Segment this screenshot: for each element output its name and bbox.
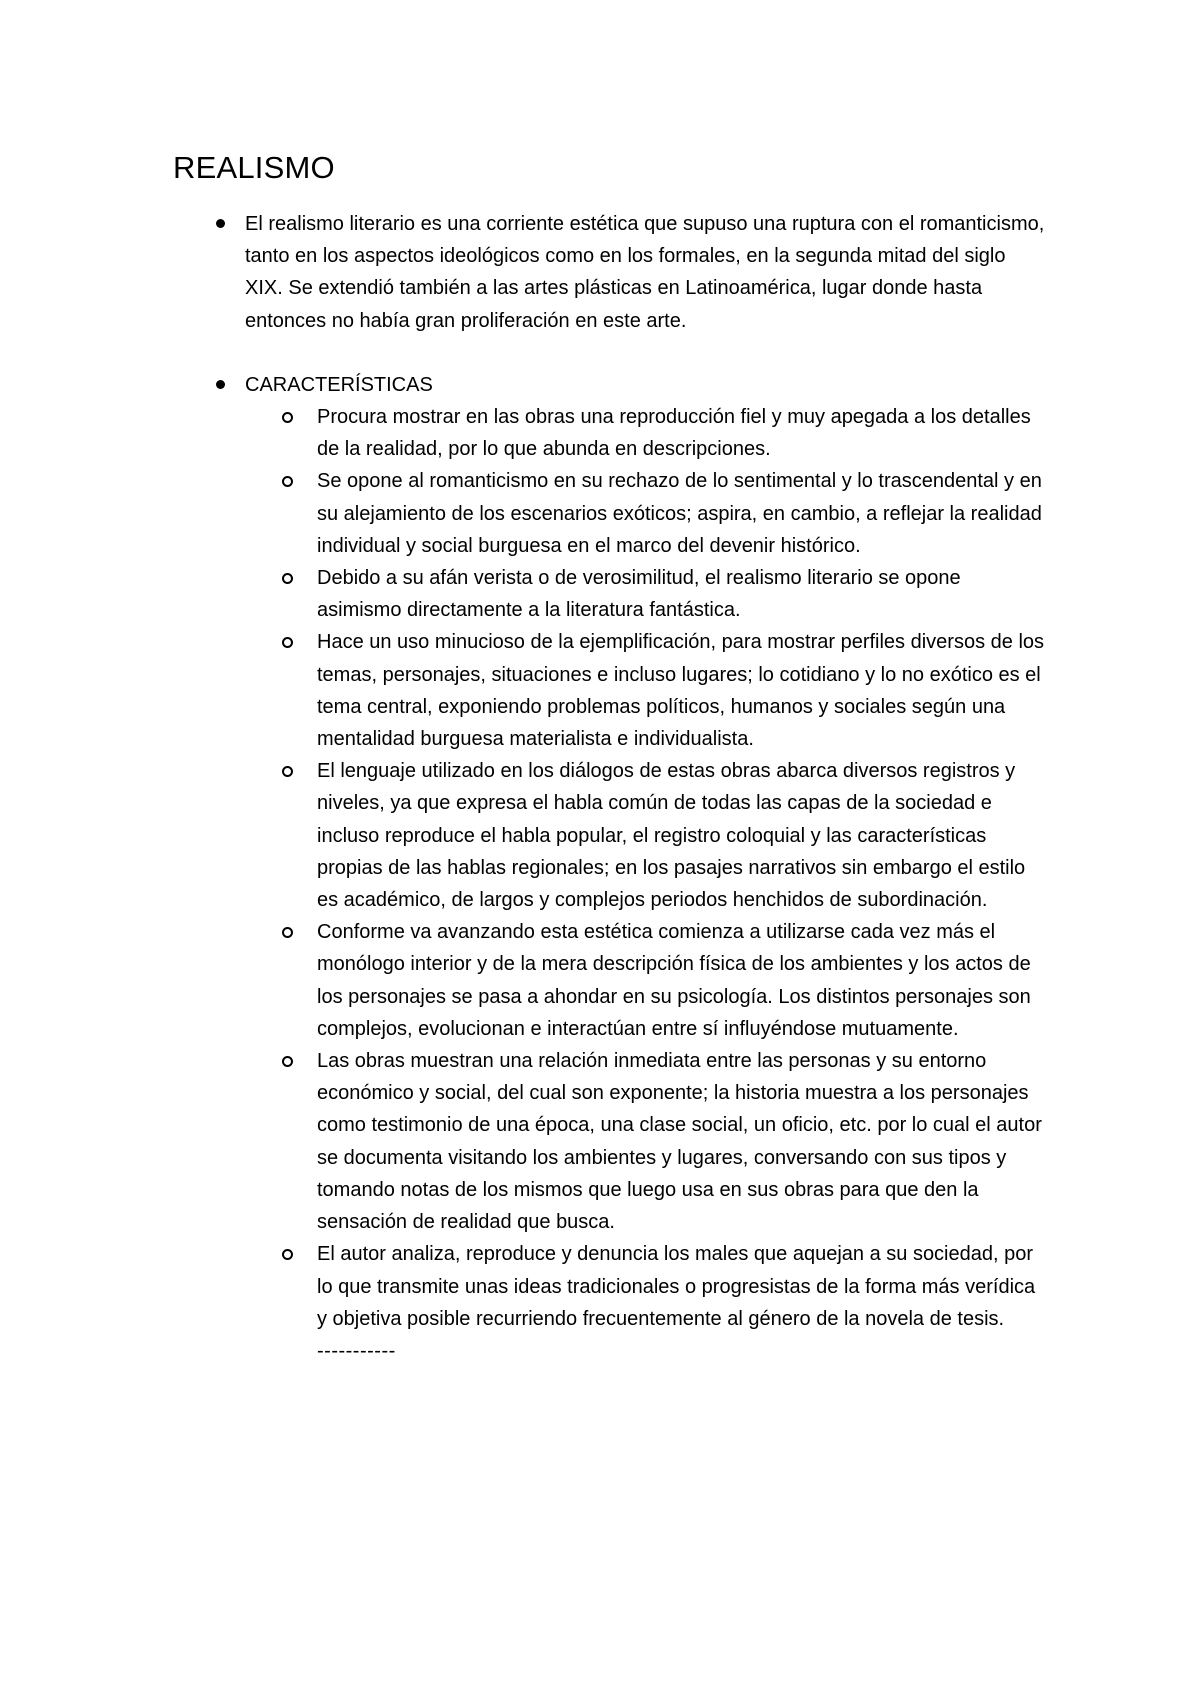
characteristic-text: Debido a su afán verista o de verosimilitud, el realismo literario se opone asimismo directamente a la literatura fantástica. — [317, 567, 961, 622]
characteristic-item — [317, 562, 1045, 626]
intro-list-item — [245, 208, 1045, 337]
bullet-dot-icon — [216, 219, 225, 228]
bullet-ring-icon — [282, 412, 293, 423]
intro-paragraph: El realismo literario es una corriente estética que supuso una ruptura con el romanticismo, tanto en los aspectos ideológicos como en los formales, en la segunda mitad del siglo XIX. Se extendió también a las artes plásticas en Latinoamérica, lugar donde hasta entonces no había gran proliferación en este arte. — [245, 213, 1045, 332]
characteristics-list — [245, 401, 1045, 1367]
characteristic-text: Las obras muestran una relación inmediata entre las personas y su entorno económico y social, del cual son exponente; la historia muestra a los personajes como testimonio de una época, una clase social, un oficio, etc. por lo cual el autor se documenta visitando los ambientes y lugares, conversando con sus tipos y tomando notas de los mismos que luego usa en sus obras para que den la sensación de realidad que busca. — [317, 1050, 1042, 1234]
bullet-ring-icon — [282, 573, 293, 584]
characteristic-item — [317, 465, 1045, 562]
main-bullet-list — [245, 208, 1045, 1367]
characteristic-text: Se opone al romanticismo en su rechazo de lo sentimental y lo trascendental y en su alejamiento de los escenarios exóticos; aspira, en cambio, a reflejar la realidad individual y social burguesa en el marco del devenir histórico. — [317, 470, 1042, 557]
characteristic-item — [317, 1238, 1045, 1367]
bullet-ring-icon — [282, 1249, 293, 1260]
section-heading: CARACTERÍSTICAS — [245, 373, 433, 396]
document-body — [245, 208, 1045, 1367]
characteristic-item — [317, 626, 1045, 755]
characteristic-text: Conforme va avanzando esta estética comienza a utilizarse cada vez más el monólogo interior y de la mera descripción física de los ambientes y los actos de los personajes se pasa a ahondar en su psicología. Los distintos personajes son complejos, evolucionan e interactúan entre sí influyéndose mutuamente. — [317, 921, 1031, 1040]
bullet-dot-icon — [216, 380, 225, 389]
separator-line: ----------- — [317, 1339, 396, 1362]
characteristic-text: Hace un uso minucioso de la ejemplificación, para mostrar perfiles diversos de los temas, personajes, situaciones e incluso lugares; lo cotidiano y lo no exótico es el tema central, exponiendo problemas políticos, humanos y sociales según una mentalidad burguesa materialista e individualista. — [317, 631, 1045, 751]
bullet-ring-icon — [282, 476, 293, 487]
characteristic-text: El autor analiza, reproduce y denuncia los males que aquejan a su sociedad, por lo que transmite unas ideas tradicionales o progresistas de la forma más verídica y objetiva posible recurriendo frecuentemente al género de la novela de tesis. — [317, 1243, 1036, 1330]
characteristic-text: El lenguaje utilizado en los diálogos de estas obras abarca diversos registros y niveles, ya que expresa el habla común de todas las capas de la sociedad e incluso reproduce el habla popular, el registro coloquial y las características propias de las hablas regionales; en los pasajes narrativos sin embargo el estilo es académico, de largos y complejos periodos henchidos de subordinación. — [317, 760, 1026, 912]
document-title: REALISMO — [173, 150, 335, 185]
characteristic-item — [317, 916, 1045, 1045]
characteristic-item — [317, 401, 1045, 465]
bullet-ring-icon — [282, 637, 293, 648]
bullet-ring-icon — [282, 766, 293, 777]
bullet-ring-icon — [282, 927, 293, 938]
characteristics-list-item — [245, 369, 1045, 1367]
characteristic-text: Procura mostrar en las obras una reproducción fiel y muy apegada a los detalles de la realidad, por lo que abunda en descripciones. — [317, 406, 1031, 461]
characteristic-item — [317, 755, 1045, 916]
bullet-ring-icon — [282, 1056, 293, 1067]
characteristic-item — [317, 1045, 1045, 1238]
